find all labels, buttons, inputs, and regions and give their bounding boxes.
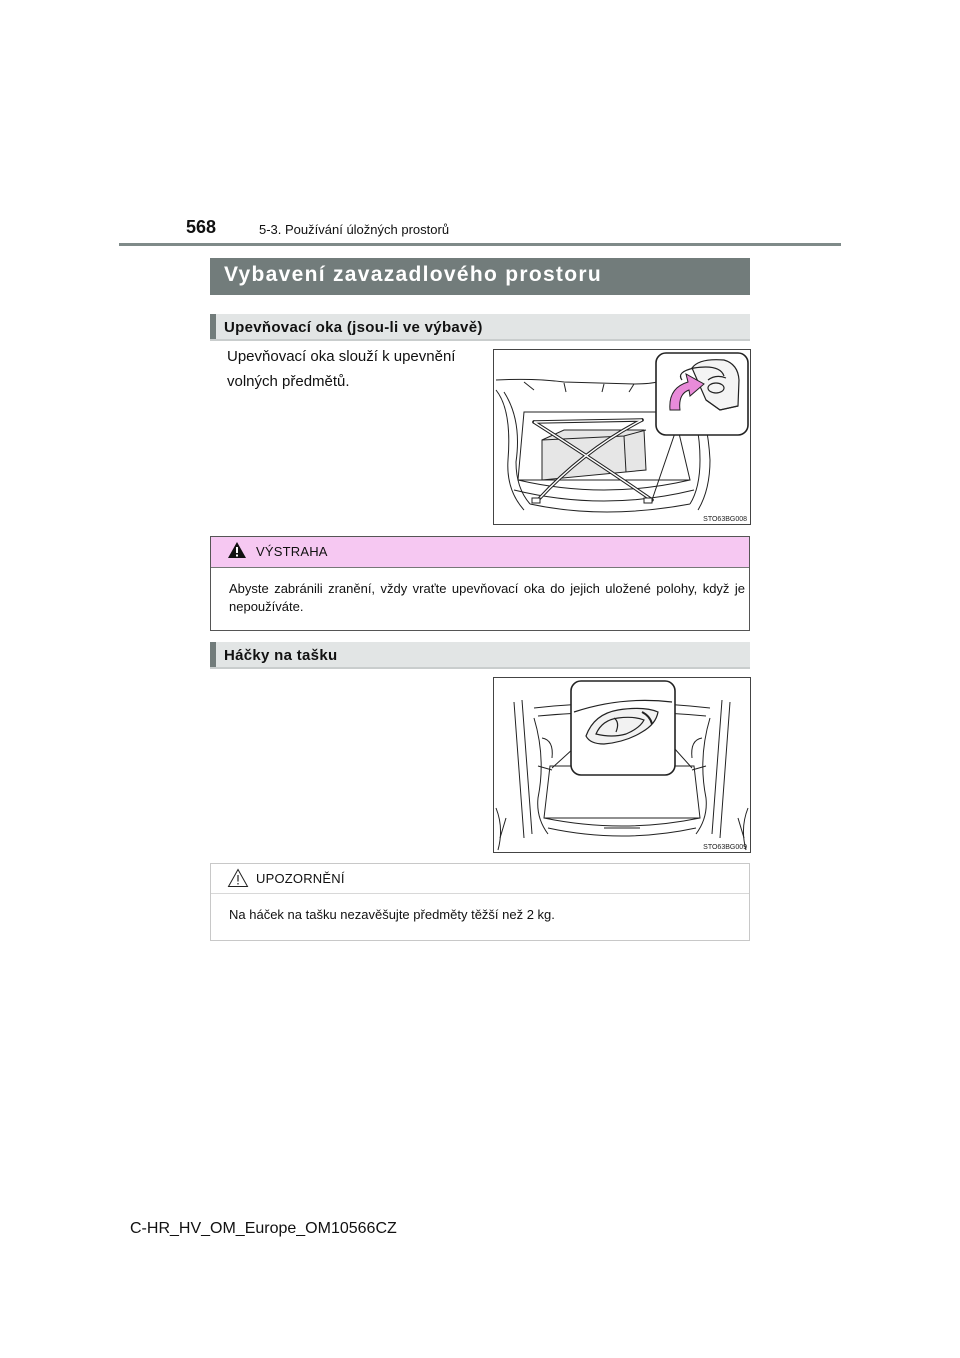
warning-header — [211, 537, 749, 568]
warning-callout — [210, 536, 750, 631]
notice-label: UPOZORNĚNÍ — [256, 871, 345, 886]
bag-hook-illustration — [493, 677, 751, 853]
notice-callout — [210, 863, 750, 941]
main-heading: Vybavení zavazadlového prostoru — [210, 258, 750, 295]
notice-header — [211, 864, 749, 894]
footer-document-code: C-HR_HV_OM_Europe_OM10566CZ — [130, 1220, 397, 1237]
header-divider — [119, 243, 841, 246]
page-number: 568 — [186, 217, 217, 237]
luggage-compartment-net-drawing — [494, 350, 750, 524]
trunk-bag-hook-drawing — [494, 678, 750, 852]
figure-code: STO63BG009 — [703, 844, 747, 851]
warning-triangle-icon — [227, 541, 247, 564]
tie-down-description — [227, 344, 487, 394]
notice-text: Na háček na tašku nezavěšujte předměty těžší než 2 kg. — [229, 907, 555, 922]
warning-text: Abyste zabránili zranění, vždy vraťte upevňovací oka do jejich uložené polohy, když je nepoužíváte. — [229, 581, 745, 614]
tie-down-heading: Upevňovací oka (jsou-li ve výbavě) — [210, 314, 750, 341]
tie-down-description-line-1: Upevňovací oka slouží k upevnění — [227, 348, 456, 365]
section-title: 5-3. Používání úložných prostorů — [259, 222, 450, 237]
figure-code: STO63BG008 — [703, 516, 747, 523]
warning-label: VÝSTRAHA — [256, 544, 328, 559]
tie-down-illustration — [493, 349, 751, 525]
bag-hooks-heading: Háčky na tašku — [210, 642, 750, 669]
caution-triangle-icon — [227, 868, 249, 893]
tie-down-description-line-2: volných předmětů. — [227, 373, 350, 390]
